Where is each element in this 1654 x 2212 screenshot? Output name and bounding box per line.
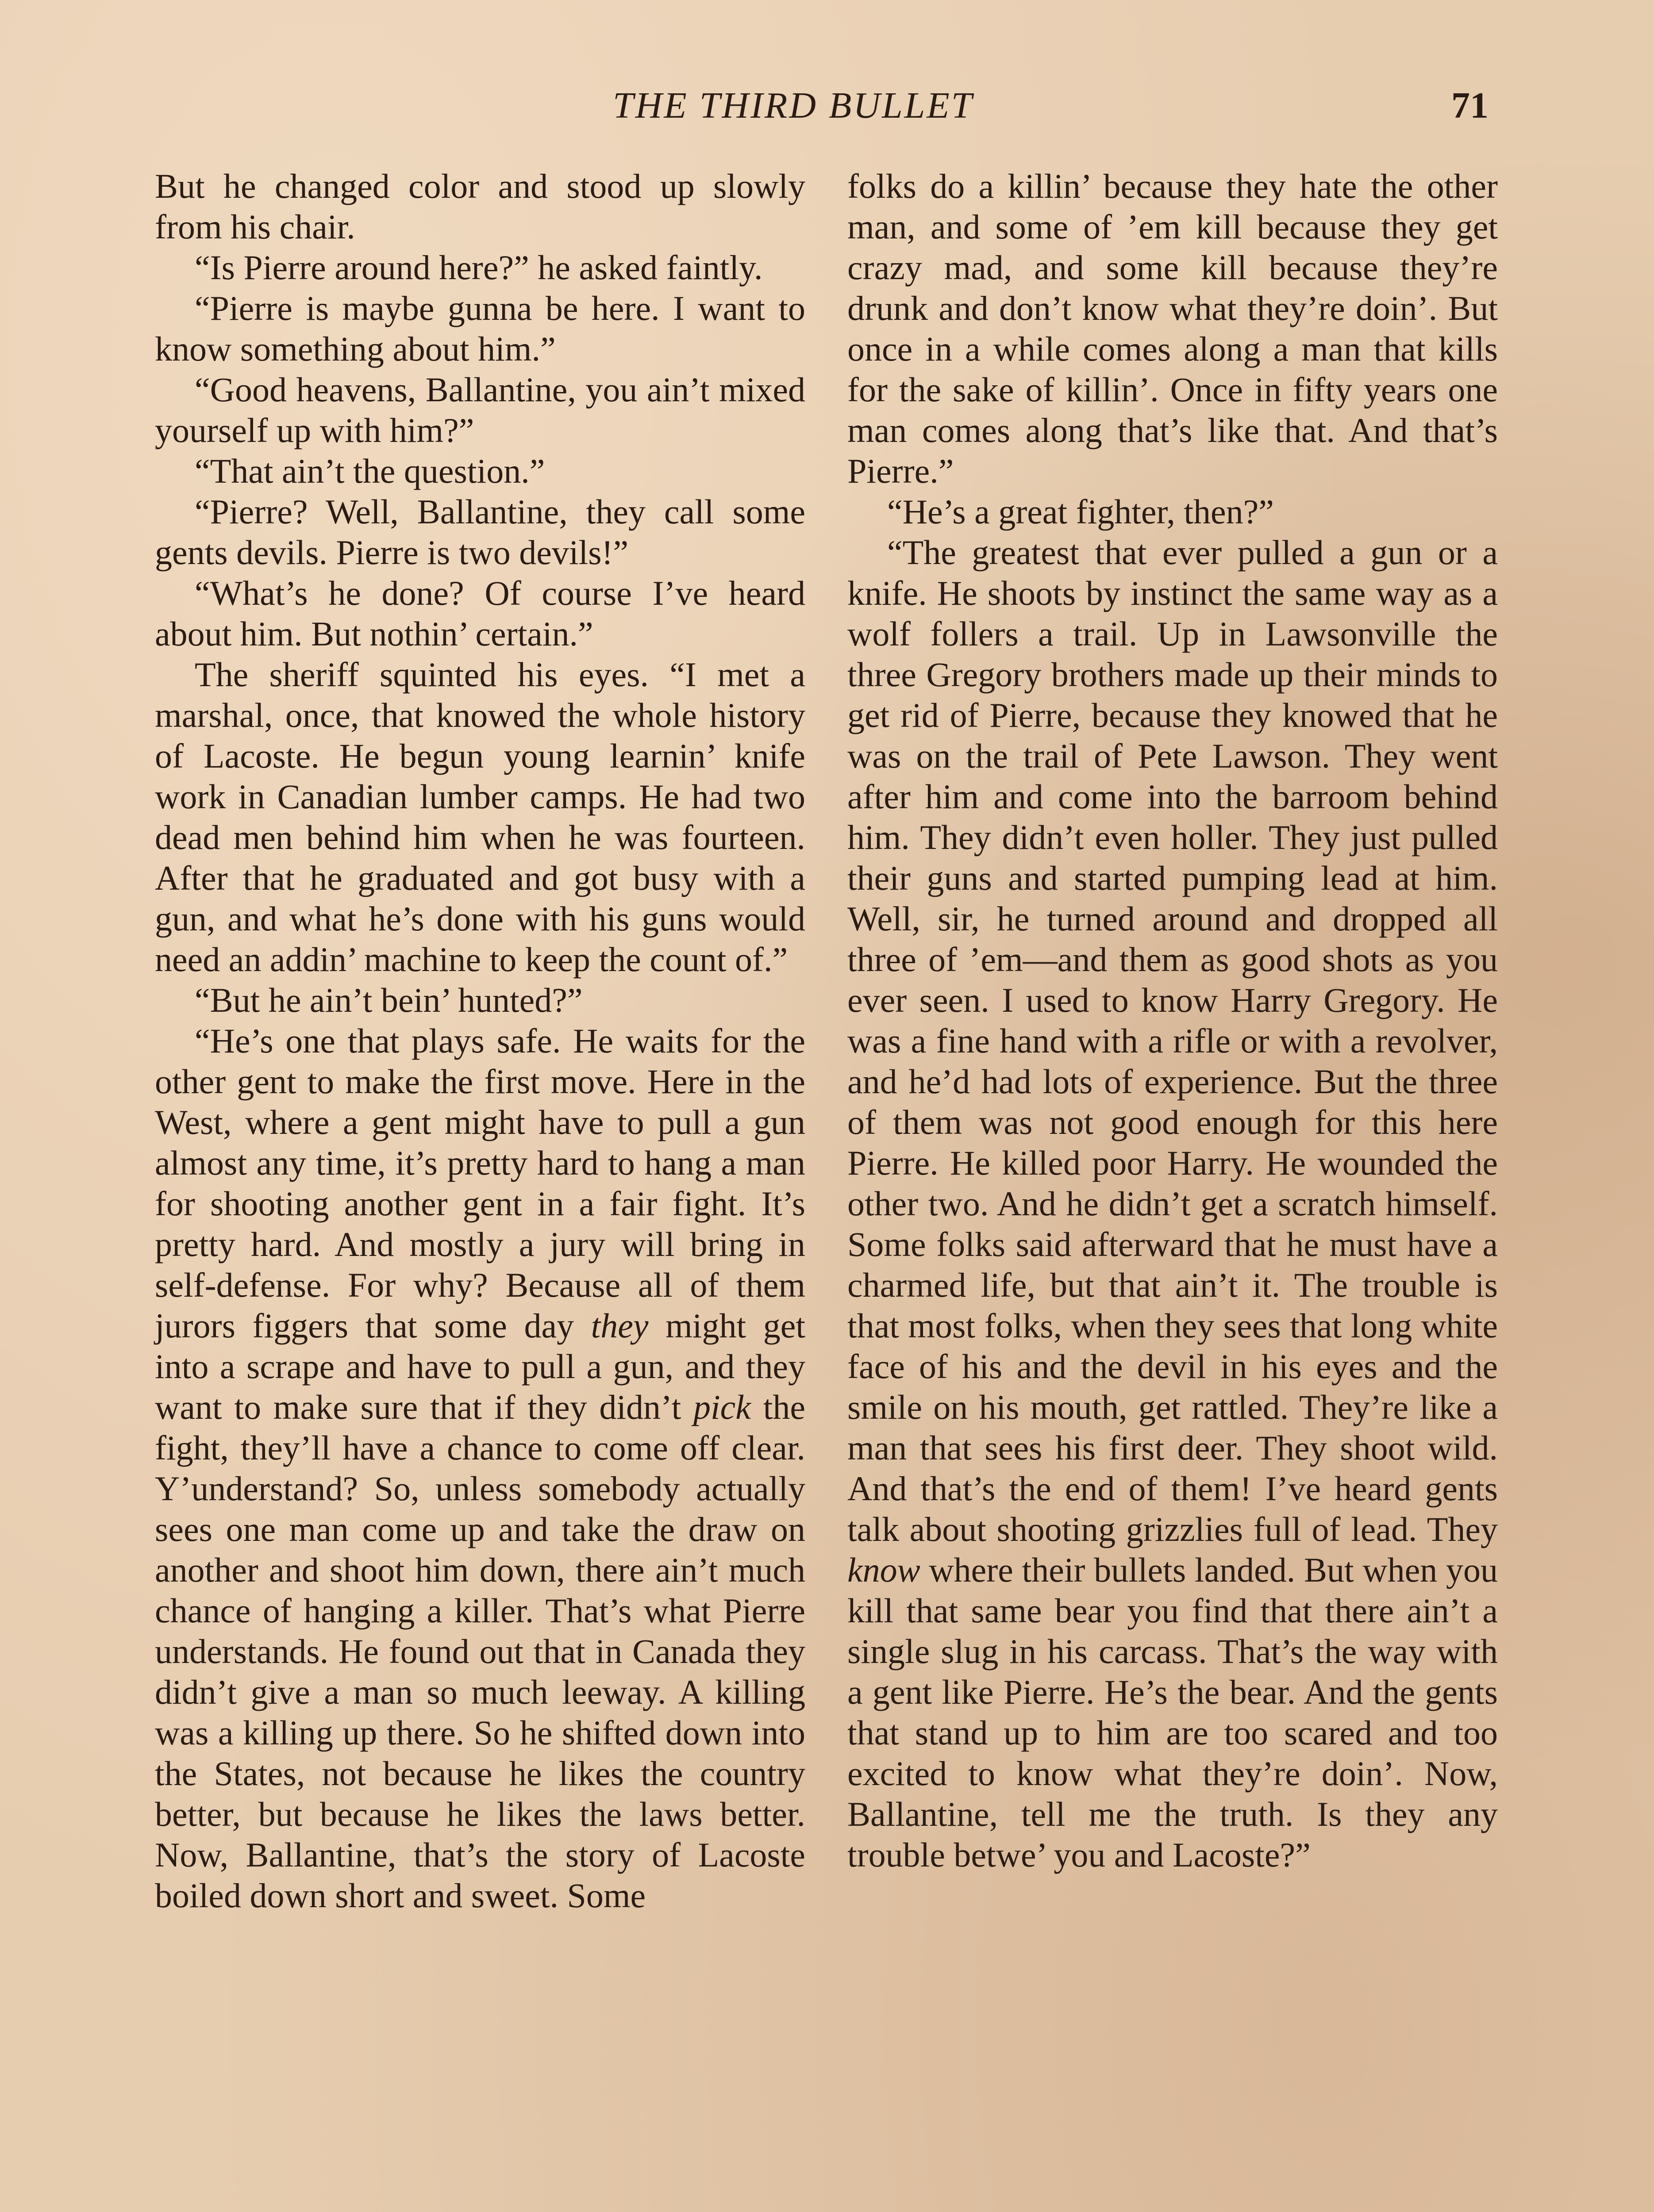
page-header (0, 84, 1654, 137)
page-number: 71 (1451, 85, 1489, 126)
text-run: where their bullets landed. But when you kill that same bear you find that there ain’t a single slug in his carcass. That’s the way with a gent like Pierre. He’s the bear. And the gents that stand up to him are too scared and too excited to know what they’re doin’. Now, Ballantine, tell me the truth. Is they any trouble betwe’ you and Lacoste?” (847, 1551, 1498, 1874)
emphasis: pick (693, 1388, 751, 1426)
text-run: “The greatest that ever pulled a gun or a knife. He shoots by instinct the same way as a wolf follers a trail. Up in Lawsonville the three Gregory brothers made up their minds to get rid of Pierre, because they knowed that he was on the trail of Pete Lawson. They went after him and come into the barroom behind him. They didn’t even holler. They just pulled their guns and started pumping lead at him. Well, sir, he turned around and dropped all three of ’em—and them as good shots as you ever seen. I used to know Harry Gregory. He was a fine hand with a rifle or with a revolver, and he’d had lots of experience. But the three of them was not good enough for this here Pierre. He killed poor Harry. He wounded the other two. And he didn’t get a scratch himself. Some folks said afterward that he must have a charmed life, but that ain’t it. The trouble is that most folks, when they sees that long white face of his and the devil in his eyes and the smile on his mouth, get rattled. They’re like a man that sees his first deer. They shoot wild. And that’s the end of them! I’ve heard gents talk about shooting grizzlies full of lead. They (847, 533, 1498, 1548)
left-column (155, 166, 805, 2212)
paragraph: “But he ain’t bein’ hunted?” (195, 981, 583, 1019)
paragraph: “Good heavens, Ballantine, you ain’t mixed yourself up with him?” (155, 370, 805, 449)
paragraph: But he changed color and stood up slowly from his chair. (155, 167, 805, 246)
paragraph: “Is Pierre around here?” he asked faintly. (195, 248, 763, 287)
paragraph: The sheriff squinted his eyes. “I met a marshal, once, that knowed the whole history of Lacoste. He begun young learnin’ knife work in Canadian lumber camps. He had two dead men behind him when he was fourteen. After that he graduated and got busy with a gun, and what he’s done with his guns would need an addin’ machine to keep the count of.” (155, 655, 805, 979)
paragraph: “What’s he done? Of course I’ve heard about him. But nothin’ certain.” (155, 574, 805, 653)
paragraph (155, 1021, 805, 1916)
paragraph: “Pierre is maybe gunna be here. I want to know something about him.” (155, 289, 805, 368)
paragraph: “He’s a great fighter, then?” (887, 492, 1274, 531)
paragraph: folks do a killin’ because they hate the other man, and some of ’em kill because they get crazy mad, and some kill because they’re drunk and don’t know what they’re doin’. But once in a while comes along a man that kills for the sake of killin’. Once in fifty years one man comes along that’s like that. And that’s Pierre.” (847, 167, 1498, 490)
emphasis: they (591, 1306, 649, 1345)
paragraph: “Pierre? Well, Ballantine, they call some gents devils. Pierre is two devils!” (155, 492, 805, 572)
emphasis: know (847, 1551, 920, 1589)
paragraph (847, 532, 1498, 1875)
running-title: THE THIRD BULLET (613, 85, 974, 126)
text-run: might get into a scrape and have to pull a gun, and they want to make sure that if they didn’t (155, 1306, 806, 1426)
right-column (847, 166, 1498, 2212)
text-run: “He’s one that plays safe. He waits for the other gent to make the first move. Here in the West, where a gent might have to pull a gun almost any time, it’s pretty hard to hang a man for shooting another gent in a fair fight. It’s pretty hard. And mostly a jury will bring in self-defense. For why? Because all of them jurors figgers that some day (155, 1022, 805, 1345)
text-run: the fight, they’ll have a chance to come off clear. Y’understand? So, unless somebody actually sees one man come up and take the draw on another and shoot him down, there ain’t much chance of hanging a killer. That’s what Pierre understands. He found out that in Canada they didn’t give a man so much leeway. A killing was a killing up there. So he shifted down into the States, not because he likes the country better, but because he likes the laws better. Now, Ballantine, that’s the story of Lacoste boiled down short and sweet. Some (155, 1388, 805, 1915)
paragraph: “That ain’t the question.” (195, 452, 545, 490)
